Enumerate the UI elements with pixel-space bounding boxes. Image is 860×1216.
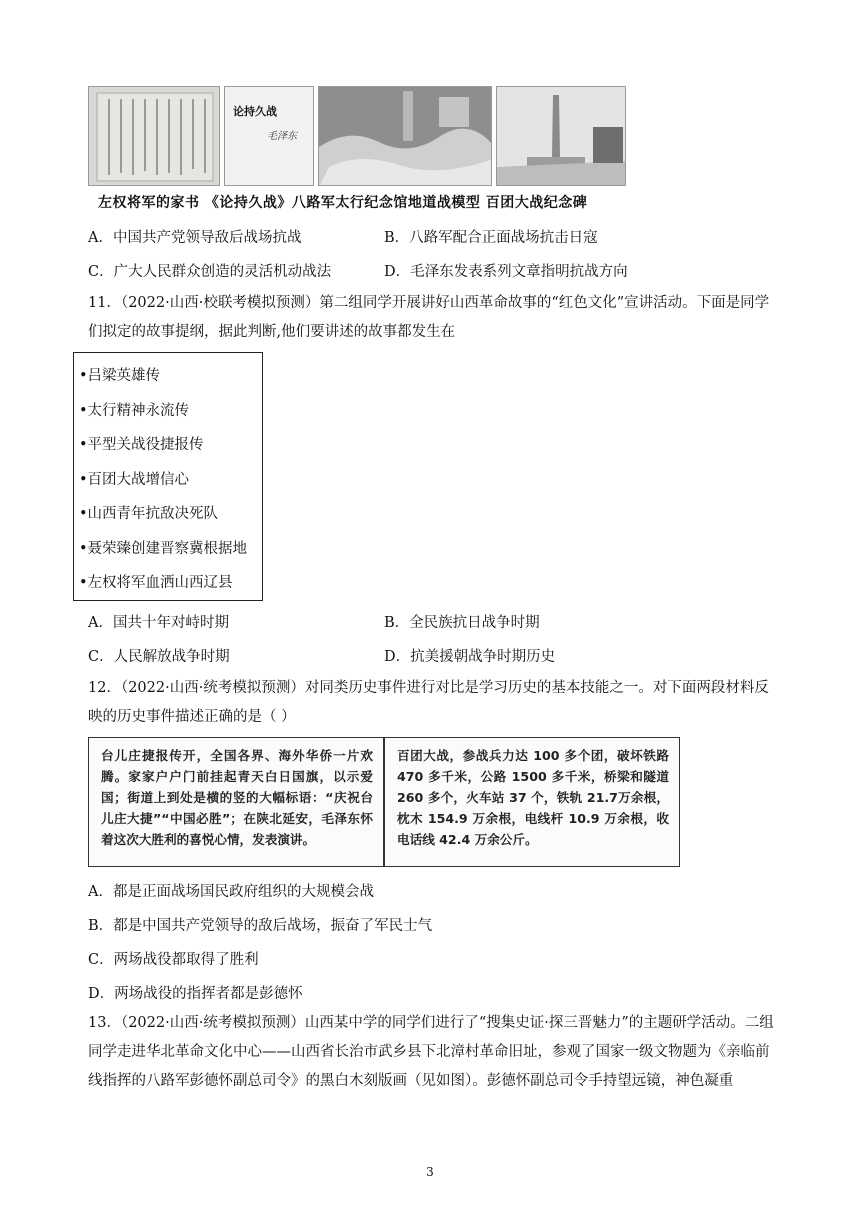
q11-option-b: B．全民族抗日战争时期: [384, 615, 540, 631]
family-letter-drawing: [89, 87, 220, 186]
q11-option-d: D．抗美援朝战争时期历史: [384, 649, 556, 665]
q12-option-b: B．都是中国共产党领导的敌后战场，振奋了军民士气: [88, 918, 433, 934]
book-cover-image: [224, 86, 314, 186]
q13-stem: 13．（2022·山西·统考模拟预测）山西某中学的同学们进行了“搜集史证·探三晋魅力”的主题研学活动。二组同学走进华北革命文化中心——山西省长治市武乡县下北漳村革命旧址，参观了国家一级文物题为《亲临前线指挥的八路军彭德怀副总司令》的黑白木刻版画（见如图）。彭德怀副总司令手持望远镜，神色凝重: [88, 1015, 774, 1089]
outline-item: •山西青年抗敌决死队: [79, 506, 219, 522]
tunnel-warfare-model-image: [318, 86, 492, 186]
story-outline-box: [73, 352, 263, 601]
hundred-regiments-monument-image: [496, 86, 626, 186]
q11-option-c: C．人民解放战争时期: [88, 649, 230, 665]
tunnel-model-drawing: [319, 87, 492, 186]
q12-option-c: C．两场战役都取得了胜利: [88, 952, 259, 968]
family-letter-image: [88, 86, 220, 186]
q11-stem: 11．（2022·山西·校联考模拟预测）第二组同学开展讲好山西革命故事的“红色文化”宣讲活动。下面是同学们拟定的故事提纲，据此判断,他们要讲述的故事都发生在: [88, 295, 770, 340]
outline-item: •聂荣臻创建晋察冀根据地: [79, 540, 248, 557]
q11-option-a: A．国共十年对峙时期: [88, 615, 229, 631]
monument-drawing: [497, 87, 626, 186]
outline-item: •百团大战增信心: [79, 471, 190, 488]
q12-stem: 12．（2022·山西·统考模拟预测）对同类历史事件进行对比是学习历史的基本技能之一。对下面两段材料反映的历史事件描述正确的是（ ）: [88, 680, 769, 725]
page-number: 3: [426, 1165, 434, 1179]
images-caption: 左权将军的家书 《论持久战》八路军太行纪念馆地道战模型 百团大战纪念碑: [98, 195, 588, 211]
material-hundred-regiments: 百团大战，参战兵力达 100 多个团，破坏铁路 470 多千米，公路 1500 多千米，桥梁和隧道 260 多个，火车站 37 个，铁轨 21.7万余根，枕木 154.9 万余根，电线杆 10.9 万余根，收电话线 42.4 万余公斤。: [397, 748, 669, 847]
q12-option-d: D．两场战役的指挥者都是彭德怀: [88, 986, 303, 1002]
outline-item: •太行精神永流传: [79, 402, 190, 419]
outline-item: •左权将军血洒山西辽县: [79, 575, 233, 591]
book-cover-author: 毛泽东: [267, 131, 297, 142]
q12-materials-box: [88, 737, 680, 867]
q12-option-a: A．都是正面战场国民政府组织的大规模会战: [88, 884, 374, 900]
book-cover-title: 论持久战: [233, 105, 277, 118]
q10-option-c: C．广大人民群众创造的灵活机动战法: [88, 264, 332, 280]
outline-item: •吕梁英雄传: [79, 368, 161, 384]
q10-option-d: D．毛泽东发表系列文章指明抗战方向: [384, 264, 628, 280]
material-taierzhuang: 台儿庄捷报传开，全国各界、海外华侨一片欢腾。家家户户门前挂起青天白日国旗，以示爱国；街道上到处是横的竖的大幅标语：“庆祝台儿庄大捷”“中国必胜”；在陕北延安，毛泽东怀着这次大胜利的喜悦心情，发表演讲。: [89, 738, 385, 866]
q10-option-b: B．八路军配合正面战场抗击日寇: [384, 230, 598, 246]
outline-item: •平型关战役捷报传: [79, 437, 204, 453]
q10-option-a: A．中国共产党领导敌后战场抗战: [88, 230, 302, 246]
